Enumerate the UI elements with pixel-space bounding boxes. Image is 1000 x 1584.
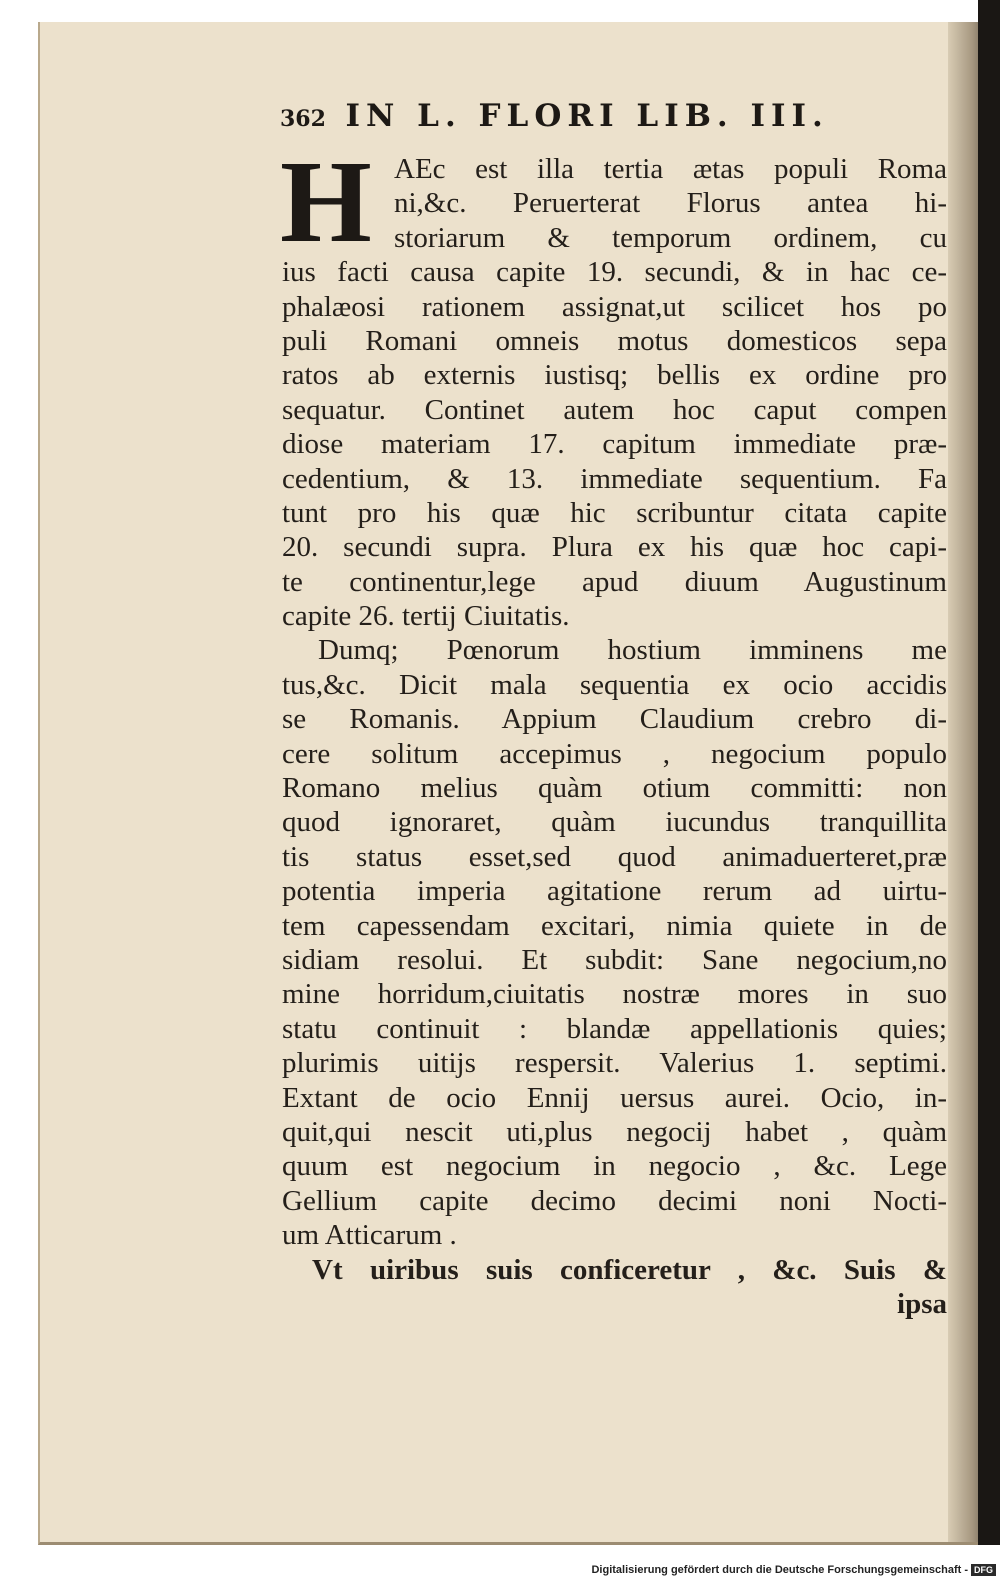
scan-border	[978, 0, 1000, 1545]
dfg-logo: DFG	[971, 1564, 996, 1576]
text-line: cedentium, & 13. immediate sequentium. Fa	[282, 462, 947, 495]
credit-text: Digitalisierung gefördert durch die Deutsche Forschungsgemeinschaft -	[591, 1563, 968, 1576]
text-line: sequatur. Continet autem hoc caput compen	[282, 393, 947, 426]
text-line: quod ignoraret, quàm iucundus tranquillita	[282, 806, 947, 839]
text-line: um Atticarum .	[282, 1219, 457, 1252]
text-line: quit,qui nescit uti,plus negocij habet , quàm	[282, 1115, 947, 1148]
text-line: tis status esset,sed quod animaduerteret,præ	[282, 840, 947, 873]
body-text	[280, 136, 947, 1321]
text-line: Extant de ocio Ennij uersus aurei. Ocio, in-	[282, 1081, 947, 1114]
text-line: tus,&c. Dicit mala sequentia ex ocio accidis	[282, 668, 947, 701]
running-title: IN L. FLORI LIB. III.	[345, 98, 829, 134]
page-number: 362	[280, 106, 326, 132]
text-line: ius facti causa capite 19. secundi, & in hac ce-	[282, 256, 947, 289]
text-line: 20. secundi supra. Plura ex his quæ hoc capi-	[282, 531, 947, 564]
text-line: phalæosi rationem assignat,ut scilicet hos po	[282, 290, 947, 323]
running-head	[280, 98, 900, 134]
text-line: puli Romani omneis motus domesticos sepa	[282, 324, 947, 357]
text-line: statu continuit : blandæ appellationis quies;	[282, 1012, 947, 1045]
text-line: Vt uiribus suis conficeretur , &c. Suis &	[312, 1253, 947, 1286]
text-line: diose materiam 17. capitum immediate præ-	[282, 428, 947, 461]
text-line: mine horridum,ciuitatis nostræ mores in suo	[282, 978, 947, 1011]
text-line: tem capessendam excitari, nimia quiete in de	[282, 909, 947, 942]
text-line: sidiam resolui. Et subdit: Sane negocium,no	[282, 943, 947, 976]
text-line: ni,&c. Peruerterat Florus antea hi-	[394, 187, 947, 220]
text-line: tunt pro his quæ hic scribuntur citata capite	[282, 496, 947, 529]
text-line: te continentur,lege apud diuum Augustinum	[282, 565, 947, 598]
text-line: Gellium capite decimo decimi noni Nocti-	[282, 1184, 947, 1217]
text-line: Romano melius quàm otium committi: non	[282, 772, 947, 805]
text-line: quum est negocium in negocio , &c. Lege	[282, 1150, 947, 1183]
text-line: cere solitum accepimus , negocium populo	[282, 737, 947, 770]
text-line: Dumq; Pœnorum hostium imminens me	[318, 634, 947, 667]
text-line: capite 26. tertij Ciuitatis.	[282, 600, 570, 633]
text-line: potentia imperia agitatione rerum ad uirtu-	[282, 875, 947, 908]
text-line: storiarum & temporum ordinem, cu	[394, 221, 947, 254]
text-line: plurimis uitijs respersit. Valerius 1. septimi.	[282, 1047, 947, 1080]
text-line: se Romanis. Appium Claudium crebro di-	[282, 703, 947, 736]
text-line: ipsa	[897, 1287, 947, 1320]
text-line: ratos ab externis iustisq; bellis ex ordine pro	[282, 359, 947, 392]
text-line: AEc est illa tertia ætas populi Roma	[394, 153, 947, 185]
drop-cap-initial: H	[280, 136, 372, 267]
digitization-credit	[591, 1564, 996, 1576]
